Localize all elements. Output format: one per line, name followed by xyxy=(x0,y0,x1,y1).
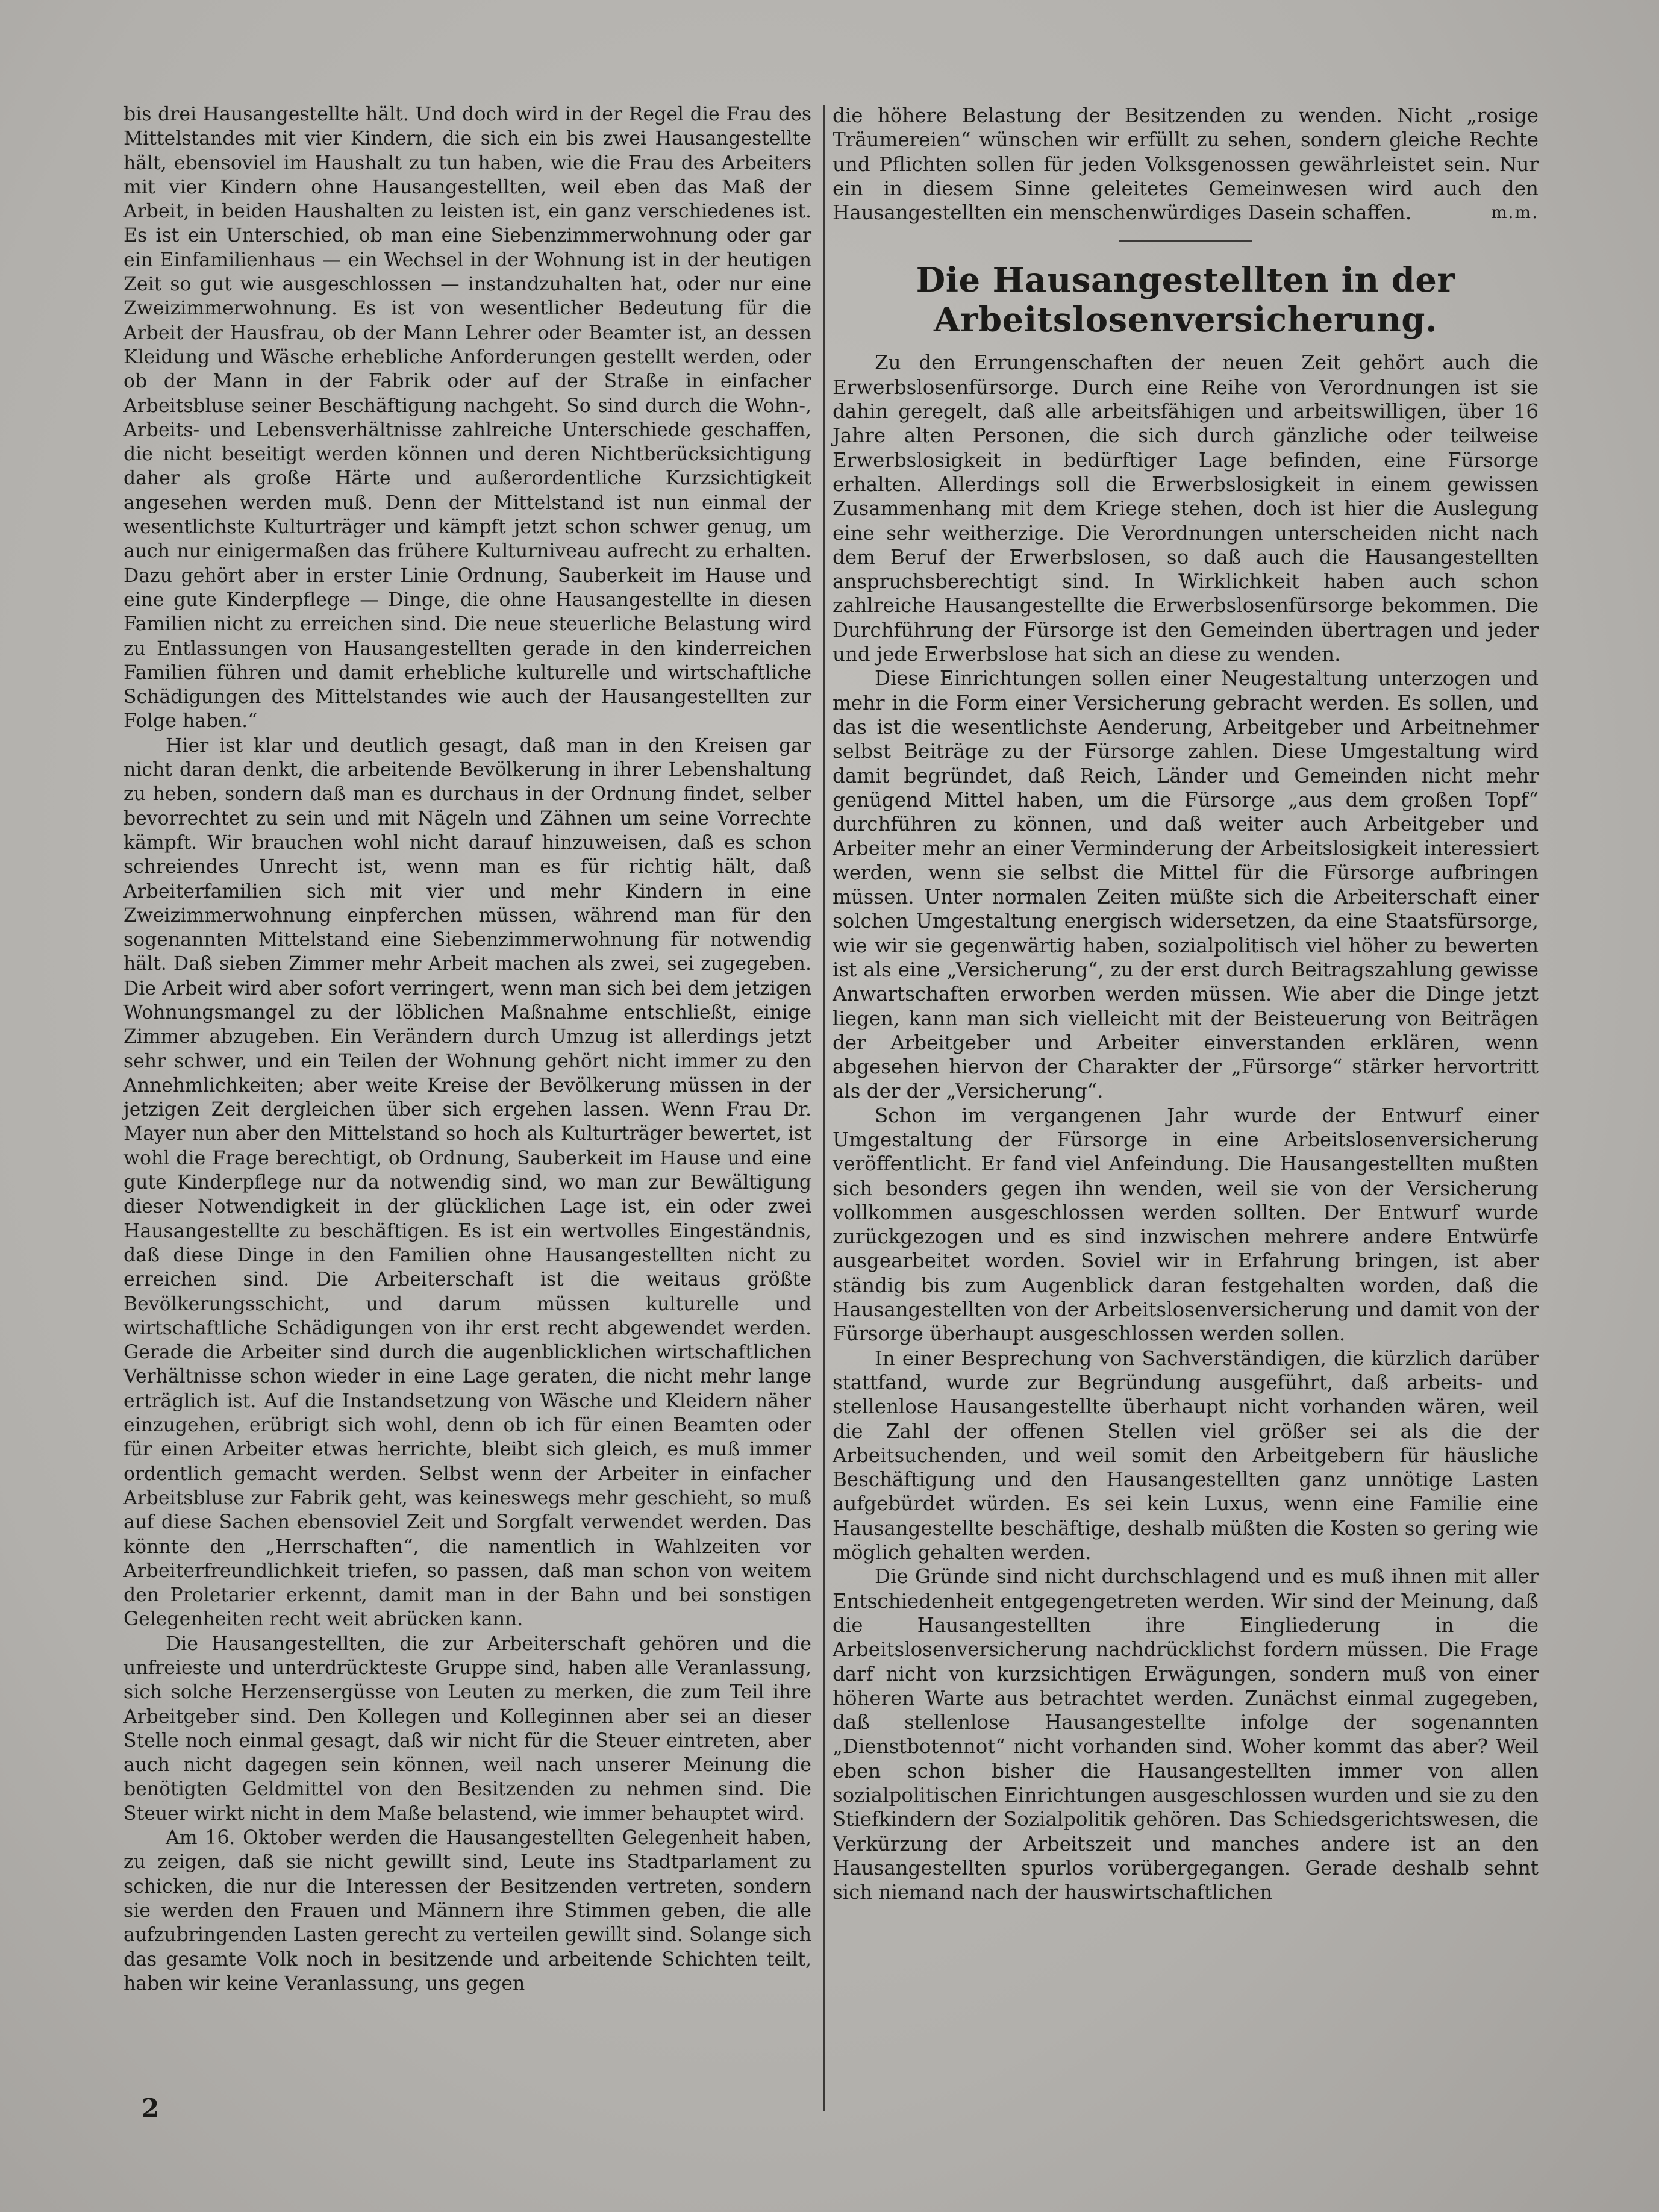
intro-paragraph xyxy=(833,104,1539,225)
page-number: 2 xyxy=(142,2093,160,2123)
column-divider xyxy=(823,105,825,2111)
paragraph: In einer Besprechung von Sachverständigen, die kürzlich darüber stattfand, wurde zur Begründung ausgeführt, daß arbeits- und stellenlose Hausangestellte überhaupt nicht vorhanden wären, weil die Zahl der offenen Stellen viel größer sei als die der Arbeitsuchenden, und weil somit den Arbeitgebern für häusliche Beschäftigung und den Hausangestellten ganz unnötige Lasten aufgebürdet würden. Es sei kein Luxus, wenn eine Familie eine Hausangestellte beschäftige, deshalb müßten die Kosten so gering wie möglich gehalten werden. xyxy=(833,1346,1539,1564)
section-divider xyxy=(1119,240,1252,242)
paragraph: Schon im vergangenen Jahr wurde der Entwurf einer Umgestaltung der Fürsorge in eine Arbeitslosenversicherung veröffentlicht. Er fand viel Anfeindung. Die Hausangestellten mußten sich besonders gegen ihn wenden, weil sie von der Versicherung vollkommen ausgeschlossen werden sollten. Der Entwurf wurde zurückgezogen und es sind inzwischen mehrere andere Entwürfe ausgearbeitet worden. Soviel wir in Erfahrung bringen, ist aber ständig bis zum Augenblick daran festgehalten worden, daß die Hausangestellten von der Arbeitslosenversicherung und damit von der Fürsorge überhaupt ausgeschlossen werden sollen. xyxy=(833,1104,1539,1346)
paragraph: Diese Einrichtungen sollen einer Neugestaltung unterzogen und mehr in die Form einer Versicherung gebracht werden. Es sollen, und das ist die wesentlichste Aenderung, Arbeitgeber und Arbeitnehmer selbst Beiträge zu der Fürsorge zahlen. Diese Umgestaltung wird damit begründet, daß Reich, Länder und Gemeinden nicht mehr genügend Mittel haben, um die Fürsorge „aus dem großen Topf“ durchführen zu können, und daß weiter auch Arbeitgeber und Arbeiter mehr an einer Verminderung der Arbeitslosigkeit interessiert werden, wenn sie selbst die Mittel für die Fürsorge aufbringen müssen. Unter normalen Zeiten müßte sich die Arbeiterschaft einer solchen Umgestaltung energisch widersetzen, da eine Staatsfürsorge, wie wir sie gegenwärtig haben, sozialpolitisch viel höher zu bewerten ist als eine „Versicherung“, zu der erst durch Beitragszahlung gewisse Anwartschaften erworben werden müssen. Wie aber die Dinge jetzt liegen, kann man sich vielleicht mit der Beisteuerung von Beiträgen der Arbeitgeber und Arbeiter einverstanden erklären, wenn abgesehen hiervon der Charakter der „Fürsorge“ stärker hervortritt als der der „Versicherung“. xyxy=(833,667,1539,1103)
intro-text: die höhere Belastung der Besitzenden zu wenden. Nicht „rosige Träumereien“ wünschen wir erfüllt zu sehen, sondern gleiche Rechte und Pflichten sollen für jeden Volksgenossen gewährleistet sein. Nur ein in diesem Sinne geleitetes Gemeinwesen wird auch den Hausangestellten ein menschenwürdiges Dasein schaffen. xyxy=(833,104,1539,225)
paragraph: bis drei Hausangestellte hält. Und doch wird in der Regel die Frau des Mittelstandes mit vier Kindern, die sich ein bis zwei Hausangestellte hält, ebensoviel im Haushalt zu tun haben, wie die Frau des Arbeiters mit vier Kindern ohne Hausangestellten, weil eben das Maß der Arbeit, in beiden Haushalten zu leisten ist, ein ganz verschiedenes ist. Es ist ein Unterschied, ob man eine Siebenzimmerwohnung oder gar ein Einfamilienhaus — ein Wechsel in der Wohnung ist in der heutigen Zeit so gut wie ausgeschlossen — instandzuhalten hat, oder nur eine Zweizimmerwohnung. Es ist von wesentlicher Bedeutung für die Arbeit der Hausfrau, ob der Mann Lehrer oder Beamter ist, an dessen Kleidung und Wäsche erhebliche Anforderungen gestellt werden, oder ob der Mann in der Fabrik oder auf der Straße in einfacher Arbeitsbluse seiner Beschäftigung nachgeht. So sind durch die Wohn-, Arbeits- und Lebensverhältnisse zahlreiche Unterschiede geschaffen, die nicht beseitigt werden können und deren Nichtberücksichtigung daher als große Härte und außerordentliche Kurzsichtigkeit angesehen werden muß. Denn der Mittelstand ist nun einmal der wesentlichste Kulturträger und kämpft jetzt schon schwer genug, um auch nur einigermaßen das frühere Kulturniveau aufrecht zu erhalten. Dazu gehört aber in erster Linie Ordnung, Sauberkeit im Hause und eine gute Kinderpflege — Dinge, die ohne Hausangestellte in diesen Familien nicht zu erreichen sind. Die neue steuerliche Belastung wird zu Entlassungen von Hausangestellten gerade in den kinderreichen Familien führen und damit erhebliche kulturelle und wirtschaftliche Schädigungen des Mittelstandes wie auch der Hausangestellten zur Folge haben.“ xyxy=(123,104,811,733)
left-column xyxy=(123,102,811,1996)
paragraph: Hier ist klar und deutlich gesagt, daß man in den Kreisen gar nicht daran denkt, die arbeitende Bevölkerung in ihrer Lebenshaltung zu heben, sondern daß man es durchaus in der Ordnung findet, selber bevorrechtet zu sein und mit Nägeln und Zähnen um seine Vorrechte kämpft. Wir brauchen wohl nicht darauf hinzuweisen, daß es schon schreiendes Unrecht ist, wenn man es für richtig hält, daß Arbeiterfamilien sich mit vier und mehr Kindern in eine Zweizimmerwohnung einpferchen müssen, während man für den sogenannten Mittelstand eine Siebenzimmerwohnung für notwendig hält. Daß sieben Zimmer mehr Arbeit machen als zwei, sei zugegeben. Die Arbeit wird aber sofort verringert, wenn man sich bei dem jetzigen Wohnungsmangel zu der löblichen Maßnahme entschließt, einige Zimmer abzugeben. Ein Verändern durch Umzug ist allerdings jetzt sehr schwer, und ein Teilen der Wohnung gehört nicht immer zu den Annehmlichkeiten; aber weite Kreise der Bevölkerung müssen in der jetzigen Zeit dergleichen über sich ergehen lassen. Wenn Frau Dr. Mayer nun aber den Mittelstand so hoch als Kulturträger bewertet, ist wohl die Frage berechtigt, ob Ordnung, Sauberkeit im Hause und eine gute Kinderpflege nur da notwendig sind, wo man zur Bewältigung dieser Notwendigkeit in der glücklichen Lage ist, ein oder zwei Hausangestellte zu beschäftigen. Es ist ein wertvolles Eingeständnis, daß diese Dinge in den Familien ohne Hausangestellten nicht zu erreichen sind. Die Arbeiterschaft ist die weitaus größte Bevölkerungsschicht, und darum müssen kulturelle und wirtschaftliche Schädigungen von ihr erst recht abgewendet werden. Gerade die Arbeiter sind durch die augenblicklichen wirtschaftlichen Verhältnisse schon wieder in eine Lage geraten, die nicht mehr lange erträglich ist. Auf die Instandsetzung von Wäsche und Kleidern näher einzugehen, erübrigt sich wohl, denn ob ich für einen Beamten oder für einen Arbeiter etwas herrichte, bleibt sich gleich, es muß immer ordentlich gemacht werden. Selbst wenn der Arbeiter in einfacher Arbeitsbluse zur Fabrik geht, was keineswegs mehr geschieht, so muß auf diese Sachen ebensoviel Zeit und Sorgfalt verwendet werden. Das könnte den „Herrschaften“, die namentlich in Wahlzeiten vor Arbeiterfreundlichkeit triefen, so passen, daß man schon von weitem den Proletarier erkennt, damit man in der Bahn und bei sonstigen Gelegenheiten recht weit abrücken kann. xyxy=(123,734,811,1631)
paragraph: Am 16. Oktober werden die Hausangestellten Gelegenheit haben, zu zeigen, daß sie nicht gewillt sind, Leute ins Stadtparlament zu schicken, die nur die Interessen der Besitzenden vertreten, sondern sie werden den Frauen und Männern ihre Stimmen geben, die alle aufzubringenden Lasten gerecht zu verteilen gewillt sind. Solange sich das gesamte Volk noch in besitzende und arbeitende Schichten teilt, haben wir keine Veranlassung, uns gegen xyxy=(123,1827,811,1995)
article-title: Die Hausangestellten in der Arbeitslosenversicherung. xyxy=(916,260,1455,340)
right-column xyxy=(833,104,1539,1904)
author-signature: m.m. xyxy=(1491,202,1539,223)
paragraph: Zu den Errungenschaften der neuen Zeit gehört auch die Erwerbslosenfürsorge. Durch eine Reihe von Verordnungen ist sie dahin geregelt, daß alle arbeitsfähigen und arbeitswilligen, über 16 Jahre alten Personen, die sich durch gänzliche oder teilweise Erwerbslosigkeit in bedürftiger Lage befinden, eine Fürsorge erhalten. Allerdings soll die Erwerbslosigkeit in einem gewissen Zusammenhang mit dem Kriege stehen, doch ist hier die Auslegung eine sehr weitherzige. Die Verordnungen unterscheiden nicht nach dem Beruf der Erwerbslosen, so daß auch die Hausangestellten anspruchsberechtigt sind. In Wirklichkeit haben auch schon zahlreiche Hausangestellte die Erwerbslosenfürsorge bekommen. Die Durchführung der Fürsorge ist den Gemeinden übertragen und jeder und jede Erwerbslose hat sich an diese zu wenden. xyxy=(833,351,1539,666)
paragraph: Die Gründe sind nicht durchschlagend und es muß ihnen mit aller Entschiedenheit entgegengetreten werden. Wir sind der Meinung, daß die Hausangestellten ihre Eingliederung in die Arbeitslosenversicherung nachdrücklichst fordern müssen. Die Frage darf nicht von kurzsichtigen Erwägungen, sondern muß von einer höheren Warte aus betrachtet werden. Zunächst einmal zugegeben, daß stellenlose Hausangestellte infolge der sogenannten „Dienstbotennot“ nicht vorhanden sind. Woher kommt das aber? Weil eben schon bisher die Hausangestellten immer von allen sozialpolitischen Einrichtungen ausgeschlossen wurden und sie zu den Stiefkindern der Sozialpolitik gehören. Das Schiedsgerichtswesen, die Verkürzung der Arbeitszeit und manches andere ist an den Hausangestellten spurlos vorübergegangen. Gerade deshalb sehnt sich niemand nach der hauswirtschaftlichen xyxy=(833,1565,1539,1904)
paragraph: Die Hausangestellten, die zur Arbeiterschaft gehören und die unfreieste und unterdrückteste Gruppe sind, haben alle Veranlassung, sich solche Herzensergüsse von Leuten zu merken, die zum Teil ihre Arbeitgeber sind. Den Kollegen und Kolleginnen aber sei an dieser Stelle noch einmal gesagt, daß wir nicht für die Steuer eintreten, aber auch nicht dagegen sein können, weil nach unserer Meinung die benötigten Geldmittel von den Besitzenden zu nehmen sind. Die Steuer wirkt nicht in dem Maße belastend, wie immer behauptet wird. xyxy=(123,1632,811,1825)
